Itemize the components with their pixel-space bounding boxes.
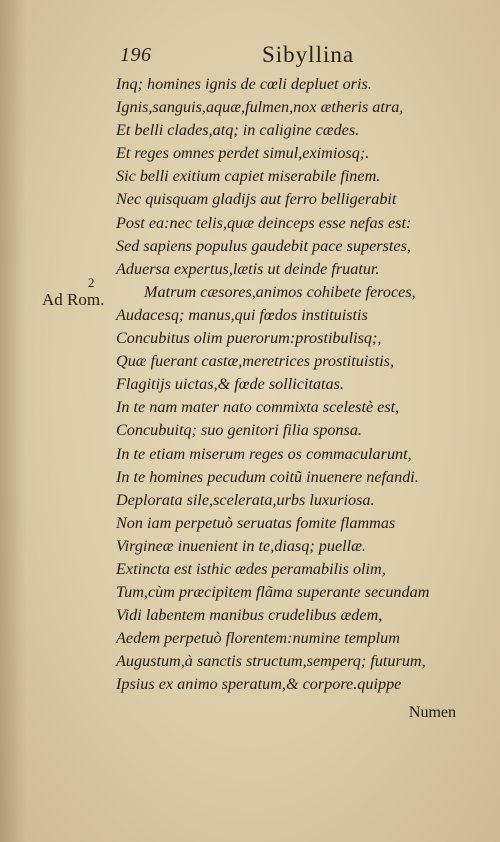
verse-line: Vidi labentem manibus crudelibus ædem, <box>116 606 383 625</box>
page-number: 196 <box>120 44 152 66</box>
margin-note-reference: Ad Rom. <box>42 290 105 309</box>
verse-line: In te nam mater nato commixta scelestè est, <box>116 398 400 417</box>
verse-line: Virgineæ inuenient in te,diasq; puellæ. <box>116 536 366 555</box>
verse-line: Inq; homines ignis de cœli depluet oris. <box>116 75 372 93</box>
verse-line: Sed sapiens populus gaudebit pace superstes, <box>116 236 411 255</box>
verse-line: Post ea:nec telis,quæ deinceps esse nefas est: <box>116 213 412 232</box>
verse-line: Augustum,à sanctis structum,semperq; futurum, <box>116 652 426 671</box>
page-gutter-shadow <box>0 0 26 842</box>
verse-line: Sic belli exitium capiet miserabile finem. <box>116 167 381 186</box>
verse-line: Concubuitq; suo genitori filia sponsa. <box>116 421 362 440</box>
verse-line: Et belli clades,atq; in caligine cædes. <box>116 121 360 140</box>
verse-line: Aduersa expertus,lætis ut deinde fruatur. <box>116 259 380 278</box>
verse-line: Non iam perpetuò seruatas fomite flammas <box>116 513 396 532</box>
verse-line: Tum,cùm præcipitem flãma superante secundam <box>116 583 430 602</box>
verse-line: Extincta est isthic ædes peramabilis olim, <box>116 559 386 578</box>
verse-line: Flagitijs uictas,& fœde sollicitatas. <box>116 375 344 394</box>
verse-line: Matrum cæsores,animos cohibete feroces, <box>144 282 416 301</box>
verse-line: Aedem perpetuò florentem:numine templum <box>116 629 400 648</box>
verse-line: Concubitus olim puerorum:prostibulisq;, <box>116 329 382 348</box>
verse-line: Et reges omnes perdet simul,eximiosq;. <box>116 144 370 163</box>
verse-line: In te etiam miserum reges os commacularunt, <box>116 444 412 463</box>
catchword: Numen <box>408 704 456 721</box>
verse-line: Ipsius ex animo speratum,& corpore.quippe <box>116 675 402 694</box>
verse-line: Audacesq; manus,qui fœdos instituistis <box>116 305 368 324</box>
verse-line: Nec quisquam gladijs aut ferro belligerabit <box>116 190 397 209</box>
running-title: Sibyllina <box>262 42 355 67</box>
verse-line: Ignis,sanguis,aquæ,fulmen,nox ætheris atra, <box>116 98 404 117</box>
verse-line: In te homines pecudum coitũ inuenere nefandi. <box>116 467 419 486</box>
verse-block <box>116 73 456 697</box>
page-header <box>112 40 442 70</box>
verse-line: Deplorata sile,scelerata,urbs luxuriosa. <box>116 490 375 509</box>
verse-line: Quæ fuerant castæ,meretrices prostituistis, <box>116 352 395 371</box>
margin-note-number: 2 <box>88 275 95 290</box>
